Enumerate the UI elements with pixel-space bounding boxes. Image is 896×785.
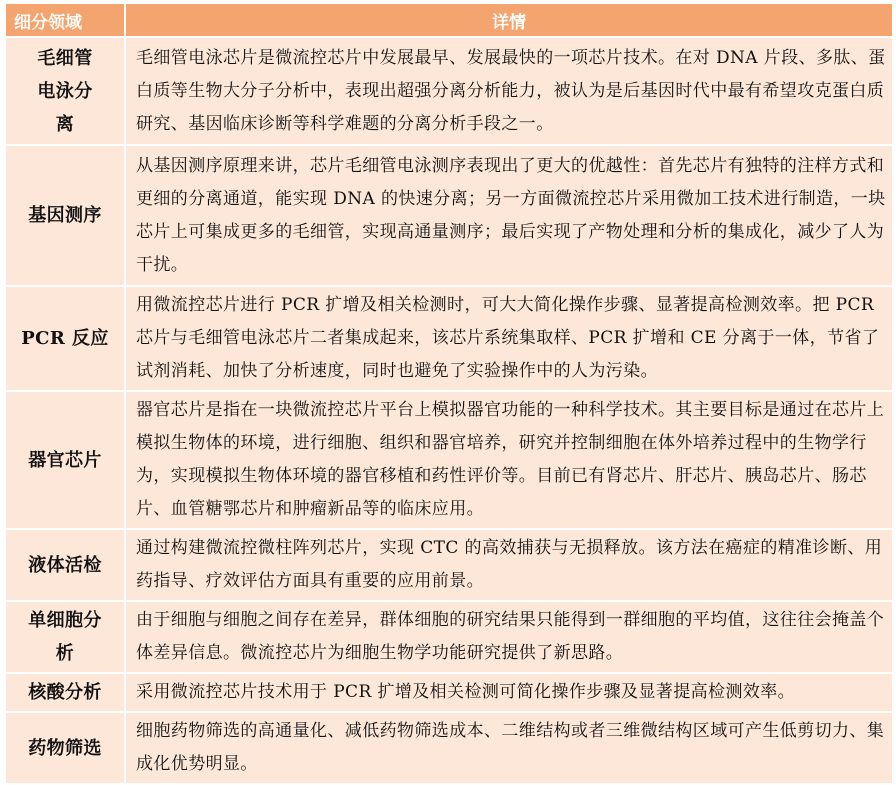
row-detail: 由于细胞与细胞之间存在差异，群体细胞的研究结果只能得到一群细胞的平均值，这往往会掩盖个体差异信息。微流控芯片为细胞生物学功能研究提供了新思路。 — [125, 601, 893, 673]
row-field: 基因测序 — [5, 145, 125, 286]
row-detail: 器官芯片是指在一块微流控芯片平台上模拟器官功能的一种科学技术。其主要目标是通过在芯片上模拟生物体的环境，进行细胞、组织和器官培养，研究并控制细胞在体外培养过程中的生物学行为，实现模拟生物体环境的器官移植和药性评价等。目前已有肾芯片、肝芯片、胰岛芯片、肠芯片、血管糖鄂芯片和肿瘤新品等的临床应用。 — [125, 391, 893, 529]
table-row — [5, 712, 893, 784]
row-field: 器官芯片 — [5, 391, 125, 529]
row-detail: 毛细管电泳芯片是微流控芯片中发展最早、发展最快的一项芯片技术。在对 DNA 片段、多肽、蛋白质等生物大分子分析中，表现出超强分离分析能力，被认为是后基因时代中最有希望攻克蛋白质研究、基因临床诊断等科学难题的分离分析手段之一。 — [125, 37, 893, 145]
row-detail: 从基因测序原理来讲，芯片毛细管电泳测序表现出了更大的优越性：首先芯片有独特的注样方式和更细的分离通道，能实现 DNA 的快速分离；另一方面微流控芯片采用微加工技术进行制造，一块芯片上可集成更多的毛细管，实现高通量测序；最后实现了产物处理和分析的集成化，减少了人为干扰。 — [125, 145, 893, 286]
row-field: 毛细管电泳分离 — [5, 37, 125, 145]
row-field: PCR 反应 — [5, 286, 125, 391]
row-field: 药物筛选 — [5, 712, 125, 784]
header-row — [5, 3, 893, 37]
row-detail: 用微流控芯片进行 PCR 扩增及相关检测时，可大大简化操作步骤、显著提高检测效率。把 PCR 芯片与毛细管电泳芯片二者集成起来，该芯片系统集取样、PCR 扩增和 CE 分离于一体，节省了试剂消耗、加快了分析速度，同时也避免了实验操作中的人为污染。 — [125, 286, 893, 391]
row-field: 单细胞分析 — [5, 601, 125, 673]
table-row — [5, 145, 893, 286]
row-detail: 细胞药物筛选的高通量化、减低药物筛选成本、二维结构或者三维微结构区域可产生低剪切力、集成化优势明显。 — [125, 712, 893, 784]
row-field: 核酸分析 — [5, 673, 125, 712]
row-detail: 采用微流控芯片技术用于 PCR 扩增及相关检测可简化操作步骤及显著提高检测效率。 — [125, 673, 893, 712]
table-row — [5, 391, 893, 529]
header-field: 细分领域 — [5, 3, 125, 37]
table-row — [5, 601, 893, 673]
table-row — [5, 37, 893, 145]
header-detail: 详情 — [125, 3, 893, 37]
microfluidic-application-table — [4, 2, 894, 785]
table-row — [5, 673, 893, 712]
row-detail: 通过构建微流控微柱阵列芯片，实现 CTC 的高效捕获与无损释放。该方法在癌症的精准诊断、用药指导、疗效评估方面具有重要的应用前景。 — [125, 529, 893, 601]
table-row — [5, 529, 893, 601]
table-row — [5, 286, 893, 391]
row-field: 液体活检 — [5, 529, 125, 601]
